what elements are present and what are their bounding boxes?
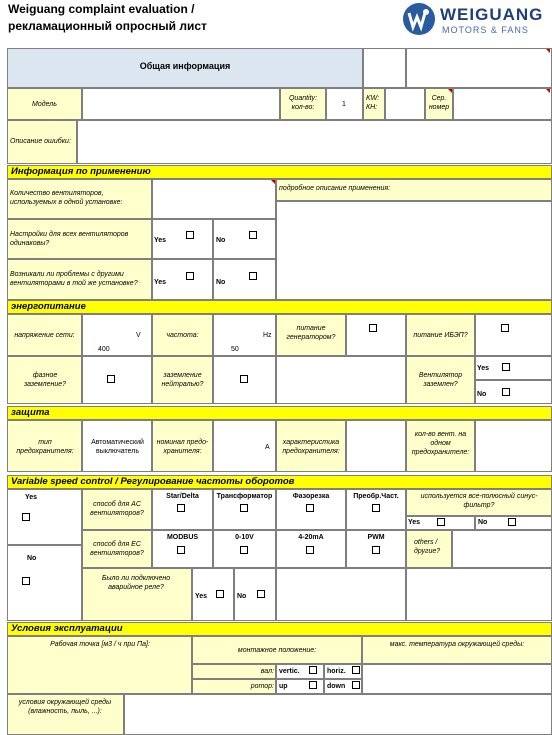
freq-label: частота:	[166, 332, 199, 339]
ac-option-3: Преобр.Част.	[353, 493, 399, 500]
neutral-ground-checkbox[interactable]	[240, 375, 248, 383]
ups-checkbox[interactable]	[501, 324, 509, 332]
ac-option-2: Фазорезка	[292, 493, 330, 500]
neutral-ground-label: заземление нейтралью?	[161, 372, 204, 388]
voltage-value: 400	[98, 346, 110, 353]
detail-field[interactable]	[276, 201, 552, 300]
relay-label: Было ли подключено аварийное реле?	[101, 575, 171, 591]
ac-option-1: Трансформатор	[216, 493, 273, 500]
mount-label: монтажное положение:	[237, 647, 317, 654]
work-point-label: Рабочая точка [м3 / ч при Па]:	[50, 641, 150, 648]
error-label: Описание ошибки:	[10, 138, 71, 145]
same-settings-yes-label: Yes	[154, 237, 167, 244]
ups-label: питание ИБЭП?	[413, 332, 468, 339]
relay-yes-label: Yes	[195, 593, 208, 600]
title-line-2: рекламационный опросный лист	[8, 19, 207, 33]
freq-unit: Hz	[263, 332, 272, 339]
fan-ground-no-checkbox[interactable]	[502, 388, 510, 396]
rotor-opt2-checkbox[interactable]	[352, 681, 360, 689]
vsc-no-checkbox[interactable]	[22, 577, 30, 585]
problems-no-label: No	[216, 279, 226, 286]
sine-filter-label: используется все-полюсный синус-фильтр?	[420, 493, 538, 509]
shaft-label: вал:	[260, 668, 274, 675]
fuse-char-label: характеристика предохранителя:	[282, 439, 340, 455]
shaft-opt2-label: horiz.	[327, 668, 346, 675]
shaft-opt1-label: vertic.	[279, 668, 300, 675]
max-temp-label: макс. температура окружающей среды:	[389, 641, 525, 648]
voltage-label: напряжение сети:	[14, 332, 75, 339]
fuse-char-field[interactable]	[346, 420, 406, 472]
max-temp-field[interactable]	[362, 664, 552, 694]
logo-brand: WEIGUANG	[440, 5, 544, 24]
fans-per-fuse-label: кол-во вент. на одном предохранителе:	[411, 431, 470, 456]
fan-count-label: Количество вентиляторов, используемых в одной установке:	[10, 190, 123, 206]
serial-field[interactable]	[453, 88, 552, 120]
fuse-type-value: Автоматический выключатель	[91, 439, 144, 455]
logo-mark-icon	[402, 2, 436, 36]
problems-no-checkbox[interactable]	[249, 272, 257, 280]
ec-option-3-checkbox[interactable]	[372, 546, 380, 554]
others-field[interactable]	[452, 530, 552, 568]
generator-label: питание генератором?	[286, 325, 336, 341]
env-label: условия окружающей среды (влажность, пыль, ...):	[18, 699, 112, 715]
ac-option-1-checkbox[interactable]	[240, 504, 248, 512]
fuse-rating-unit: A	[265, 444, 270, 451]
generator-checkbox[interactable]	[369, 324, 377, 332]
error-field[interactable]	[77, 120, 552, 164]
model-field[interactable]	[82, 88, 280, 120]
fan-count-field[interactable]	[152, 179, 276, 219]
rotor-opt1-label: up	[279, 683, 288, 690]
section-protection: защита	[7, 406, 552, 420]
others-label: others / другие?	[414, 539, 441, 555]
phase-ground-checkbox[interactable]	[107, 375, 115, 383]
shaft-opt2-checkbox[interactable]	[352, 666, 360, 674]
vsc-yes-label: Yes	[25, 494, 38, 501]
freq-value: 50	[231, 346, 239, 353]
serial-label: Сер. номер	[428, 95, 450, 111]
voltage-field[interactable]	[82, 314, 152, 356]
title-line-1: Weiguang complaint evaluation /	[8, 2, 195, 16]
ec-option-3: PWM	[367, 534, 385, 541]
ac-option-0-checkbox[interactable]	[177, 504, 185, 512]
vsc-no-label: No	[27, 555, 37, 562]
vsc-yes-checkbox[interactable]	[22, 513, 30, 521]
ac-option-3-checkbox[interactable]	[372, 504, 380, 512]
same-settings-label: Настройки для всех вентиляторов одинаковы?	[10, 231, 129, 247]
relay-no-checkbox[interactable]	[257, 590, 265, 598]
relay-no-label: No	[237, 593, 247, 600]
ec-method-label: способ для EC вентиляторов?	[90, 541, 144, 557]
same-settings-yes-checkbox[interactable]	[186, 231, 194, 239]
fan-ground-yes-label: Yes	[477, 365, 490, 372]
phase-ground-label: фазное заземление?	[23, 372, 67, 388]
sine-filter-yes-label: Yes	[408, 519, 421, 526]
same-settings-no-label: No	[216, 237, 226, 244]
problems-yes-checkbox[interactable]	[186, 272, 194, 280]
quantity-label: Quantity: кол-во:	[288, 95, 317, 111]
general-title: Общая информация	[139, 61, 231, 71]
section-power: энергопитание	[7, 300, 552, 314]
env-field[interactable]	[124, 694, 552, 735]
detail-label: подробное описание применения:	[279, 185, 391, 192]
ec-option-0: MODBUS	[166, 534, 199, 541]
ec-option-1-checkbox[interactable]	[240, 546, 248, 554]
sine-filter-no-label: No	[478, 519, 488, 526]
model-label: Модель	[32, 101, 57, 108]
same-settings-no-checkbox[interactable]	[249, 231, 257, 239]
rotor-label: ротор:	[250, 683, 274, 690]
kw-label: KW: КН:	[366, 95, 380, 111]
section-operating: Условия эксплуатации	[7, 622, 552, 636]
logo-sub: MOTORS & FANS	[442, 25, 529, 35]
fan-ground-yes-checkbox[interactable]	[502, 363, 510, 371]
fan-ground-no-label: No	[477, 391, 487, 398]
ac-option-2-checkbox[interactable]	[306, 504, 314, 512]
ec-option-2-checkbox[interactable]	[306, 546, 314, 554]
rotor-opt2-label: down	[327, 683, 346, 690]
sine-filter-yes-checkbox[interactable]	[437, 518, 445, 526]
ec-option-1: 0-10V	[235, 534, 254, 541]
problems-yes-label: Yes	[154, 279, 167, 286]
section-vsc: Variable speed control / Регулирование частоты оборотов	[7, 475, 552, 489]
rotor-opt1-checkbox[interactable]	[309, 681, 317, 689]
quantity-value: 1	[342, 101, 346, 108]
shaft-opt1-checkbox[interactable]	[309, 666, 317, 674]
fans-per-fuse-field[interactable]	[475, 420, 552, 472]
section-application: Информация по применению	[7, 165, 552, 179]
fan-ground-label: Вентилятор заземлен?	[418, 372, 463, 388]
fuse-rating-label: номинал предо-хранителя:	[156, 439, 209, 455]
fuse-type-label: тип предохранителя:	[16, 439, 74, 455]
ac-method-label: способ для AC вентиляторов?	[90, 501, 144, 517]
voltage-unit: V	[136, 332, 141, 339]
relay-yes-checkbox[interactable]	[216, 590, 224, 598]
sine-filter-no-checkbox[interactable]	[508, 518, 516, 526]
logo	[400, 2, 550, 40]
ec-option-2: 4-20mA	[298, 534, 324, 541]
ac-option-0: Star/Delta	[166, 493, 199, 500]
ec-option-0-checkbox[interactable]	[177, 546, 185, 554]
kw-field[interactable]	[385, 88, 425, 120]
problems-label: Возникали ли проблемы с другими вентиляторами в той же установке?	[10, 271, 138, 287]
page-title	[8, 2, 258, 33]
